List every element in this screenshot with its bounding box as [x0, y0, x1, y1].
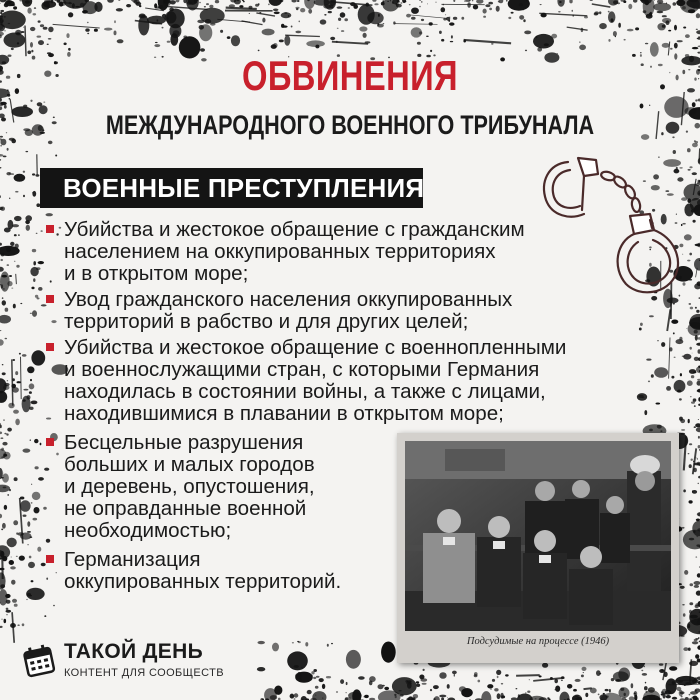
list-item-line: и военнослужащими стран, с которыми Германия [64, 358, 540, 381]
calendar-icon [20, 642, 58, 680]
list-item-line: и в открытом море; [64, 262, 249, 285]
bullet-marker [46, 343, 54, 351]
bullet-marker [46, 225, 54, 233]
list-item-line: Германизация [64, 548, 201, 571]
list-item [46, 337, 566, 425]
list-item-line: находившимися в плавании в открытом море; [64, 402, 504, 425]
brand-name: ТАКОЙ ДЕНЬ [64, 640, 203, 663]
list-item-line: оккупированных территорий. [64, 570, 342, 593]
list-item-line: Убийства и жестокое обращение с военнопленными [64, 336, 567, 359]
list-item-line: не оправданные военной [64, 497, 307, 520]
list-item [46, 549, 341, 593]
list-item-line: территорий в рабство и для других целей; [64, 310, 469, 333]
trial-photo [405, 441, 671, 631]
photo-caption: Подсудимые на процессе (1946) [466, 636, 610, 647]
list-item-line: Убийства и жестокое обращение с гражданским [64, 218, 525, 241]
list-item [46, 432, 315, 542]
list-item [46, 289, 512, 333]
photo-card [397, 433, 679, 663]
list-item-line: Бесцельные разрушения [64, 431, 304, 454]
trial-photo-image [405, 441, 671, 631]
list-item-line: Увод гражданского населения оккупированных [64, 288, 513, 311]
list-item-line: и деревень, опустошения, [64, 475, 315, 498]
list-item-line: населением на оккупированных территориях [64, 240, 496, 263]
bullet-marker [46, 295, 54, 303]
bullet-marker [46, 438, 54, 446]
brand-logo [20, 640, 250, 685]
section-heading: ВОЕННЫЕ ПРЕСТУПЛЕНИЯ [40, 168, 423, 208]
page-subtitle: МЕЖДУНАРОДНОГО ВОЕННОГО ТРИБУНАЛА [105, 110, 595, 140]
list-item-line: необходимостью; [64, 519, 232, 542]
page-title: ОБВИНЕНИЯ [241, 52, 459, 99]
list-item-line: больших и малых городов [64, 453, 315, 476]
bullet-marker [46, 555, 54, 563]
list-item [46, 219, 525, 285]
list-item-line: находилась в состоянии войны, а также с лицами, [64, 380, 546, 403]
brand-tagline: КОНТЕНТ ДЛЯ СООБЩЕСТВ [64, 667, 224, 679]
